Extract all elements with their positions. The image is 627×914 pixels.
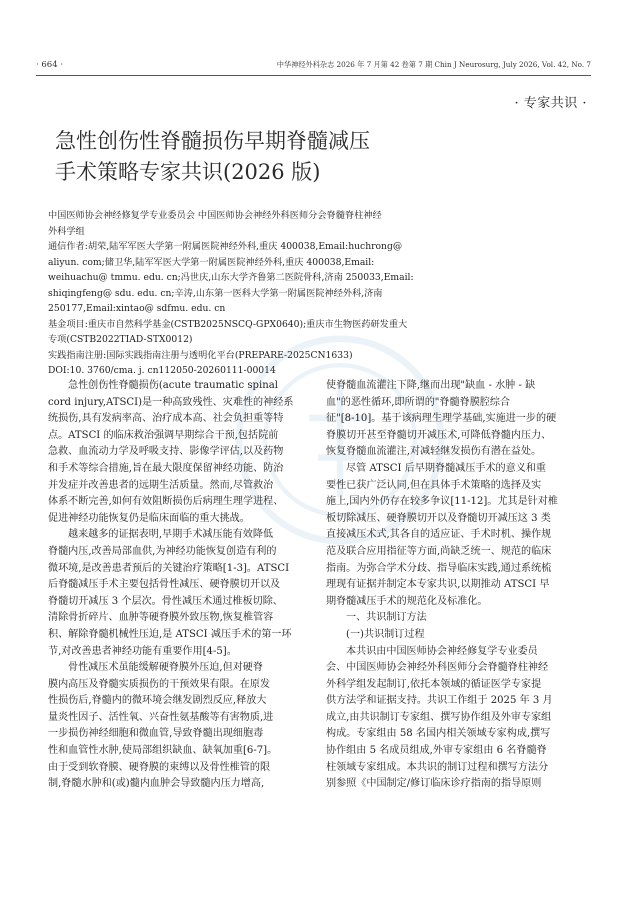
- body-column-right: [326, 378, 584, 793]
- body-line: 成立,由共识制订专家组、撰写协作组及外审专家组: [326, 711, 552, 723]
- body-line: 供方法学和证据支持。共识工作组于 2025 年 3 月: [326, 695, 553, 707]
- body-line: 脊髓切开减压 3 个层次。骨性减压术通过椎板切除、: [48, 595, 283, 607]
- meta-line: weihuachu@ tmmu. edu. cn;冯世庆,山东大学齐鲁第二医院骨科,济南 250033,Email:: [48, 272, 414, 283]
- body-line: 施上,国内外仍存在较多争议[11-12]。尤其是针对椎: [326, 496, 558, 508]
- meta-line: 专项(CSTB2022TIAD-STX0012): [48, 334, 193, 345]
- section-label: · 专家共识 ·: [514, 96, 587, 111]
- body-line: 恢复脊髓血流灌注,对减轻继发损伤有潜在益处。: [326, 446, 542, 458]
- body-line: 积、解除脊髓机械性压迫,是 ATSCI 减压手术的第一环: [48, 628, 292, 640]
- body-line: 构成。专家组由 58 名国内相关领域专家构成,撰写: [326, 728, 551, 740]
- meta-line: 基金项目:重庆市自然科学基金(CSTB2025NSCQ-GPX0640);重庆市生物医药研发重大: [48, 318, 408, 330]
- body-line: 性损伤后,脊髓内的微环境会继发剧烈反应,释放大: [48, 695, 267, 707]
- body-line: 量炎性因子、活性氧、兴奋性氨基酸等有害物质,进: [48, 711, 274, 723]
- body-line: 膜内高压及脊髓实质损伤的干预效果有限。在原发: [48, 678, 271, 690]
- subsection-heading: (一)共识制订过程: [346, 628, 425, 640]
- body-line: 统损伤,具有发病率高、治疗成本高、社会负担重等特: [48, 413, 284, 425]
- body-line: 体系不断完善,如何有效阻断损伤后病理生理学进程、: [48, 496, 284, 508]
- body-line: 骨性减压术虽能缓解硬脊膜外压迫,但对硬脊: [68, 662, 263, 674]
- body-line: 指南。为弥合学术分歧、指导临床实践,通过系统梳: [326, 562, 552, 574]
- title-line: 手术策略专家共识(2026 版): [55, 160, 321, 184]
- body-line: 本共识由中国医师协会神经修复学专业委员: [346, 645, 538, 657]
- body-line: 一步损伤神经细胞和微血管,导致脊髓出现细胞毒: [48, 728, 264, 740]
- body-line: 促进神经功能恢复仍是临床面临的重大挑战。: [48, 512, 250, 524]
- meta-line: 外科学组: [48, 225, 85, 237]
- body-line: 直接减压术式,其各自的适应证、手术时机、操作规: [326, 529, 552, 541]
- body-line: 会、中国医师协会神经外科医师分会脊髓脊柱神经: [326, 662, 549, 674]
- body-line: 外科学组发起制订,依托本领域的循证医学专家提: [326, 678, 542, 690]
- body-line: 急性创伤性脊髓损伤(acute traumatic spinal: [68, 380, 278, 391]
- meta-line: DOI:10. 3760/cma. j. cn112050-20260111-00014: [48, 365, 276, 376]
- body-line: 脊膜切开甚至脊髓切开减压术,可降低脊髓内压力、: [326, 429, 552, 441]
- body-column-left: [48, 378, 306, 793]
- body-line: 别参照《中国制定/修订临床诊疗指南的指导原则: [326, 778, 542, 790]
- section-heading: 一、共识制订方法: [346, 612, 427, 624]
- body-line: 和手术等综合措施,旨在最大限度保留神经功能、防治: [48, 462, 284, 474]
- body-line: 节,对改善患者神经功能有重要作用[4-5]。: [48, 645, 237, 657]
- meta-line: shiqingfeng@ sdu. edu. cn;辛涛,山东第一医科大学第一附属医院神经外科,济南: [48, 287, 383, 299]
- body-line: 期脊髓减压手术的规范化及标准化。: [326, 595, 488, 607]
- body-line: 脊髓内压,改善局部血供,为神经功能恢复创造有利的: [48, 545, 277, 557]
- body-line: 清除骨折碎片、血肿等硬脊膜外致压物,恢复椎管容: [48, 612, 274, 624]
- body-line: 尽管 ATSCI 后早期脊髓减压手术的意义和重: [346, 462, 547, 474]
- body-line: 越来越多的证据表明,早期手术减压能有效降低: [68, 529, 274, 541]
- article-title: [55, 126, 515, 188]
- body-line: 理现有证据并制定本专家共识,以期推动 ATSCI 早: [326, 579, 550, 591]
- meta-line: 250177,Email:xintao@ sdfmu. edu. cn: [48, 303, 226, 314]
- running-header: [36, 60, 591, 74]
- body-line: 微环境,是改善患者预后的关键治疗策略[1-3]。ATSCI: [48, 562, 290, 574]
- body-line: 急救、血流动力学及呼吸支持、影像学评估,以及药物: [48, 446, 284, 458]
- meta-line: 通信作者:胡荣,陆军军医大学第一附属医院神经外科,重庆 400038,Email:huchrong@: [48, 241, 403, 252]
- body-line: 血"的恶性循环,即所谓的"脊髓脊膜腔综合: [326, 396, 511, 408]
- body-line: 性和血管性水肿,使局部组织缺血、缺氧加重[6-7]。: [48, 745, 278, 757]
- body-line: 并发症并改善患者的远期生活质量。然而,尽管救治: [48, 479, 274, 491]
- header-rule: [36, 75, 591, 76]
- body-line: 征"[8-10]。基于该病理生理学基础,实施进一步的硬: [326, 413, 557, 425]
- body-line: 板切除减压、硬脊膜切开以及脊髓切开减压这 3 类: [326, 512, 551, 524]
- page-number: · 664 ·: [36, 60, 64, 70]
- body-line: 后脊髓减压手术主要包括骨性减压、硬脊膜切开以及: [48, 579, 281, 591]
- meta-line: 实践指南注册:国际实践指南注册与透明化平台(PREPARE-2025CN1633): [48, 349, 353, 361]
- meta-line: 中国医师协会神经修复学专业委员会 中国医师协会神经外科医师分会脊髓脊柱神经: [48, 210, 382, 221]
- body-line: 协作组由 5 名成员组成,外审专家组由 6 名脊髓脊: [326, 745, 547, 757]
- body-line: 由于受到软脊膜、硬脊膜的束缚以及骨性椎管的限: [48, 761, 271, 773]
- journal-citation: 中华神经外科杂志 2026 年 7 月第 42 卷第 7 期 Chin J Neurosurg, July 2026, Vol. 42, No. 7: [276, 60, 591, 69]
- body-line: cord injury,ATSCI)是一种高致残性、灾难性的神经系: [48, 396, 294, 408]
- body-line: 柱领域专家组成。本共识的制订过程和撰写方法分: [326, 761, 549, 773]
- body-line: 点。ATSCI 的临床救治强调早期综合干预,包括院前: [48, 429, 279, 441]
- meta-line: aliyun. com;储卫华,陆军军医大学第一附属医院神经外科,重庆 400038,Email:: [48, 256, 375, 268]
- body-line: 使脊髓血流灌注下降,继而出现"缺血 - 水肿 - 缺: [326, 380, 536, 391]
- body-line: 要性已获广泛认同,但在具体手术策略的选择及实: [326, 479, 542, 491]
- body-line: 制,脊髓水肿和(或)髓内血肿会导致髓内压力增高,: [48, 778, 265, 790]
- title-line: 急性创伤性脊髓损伤早期脊髓减压: [55, 129, 370, 153]
- body-line: 范及联合应用指征等方面,尚缺乏统一、规范的临床: [326, 545, 552, 557]
